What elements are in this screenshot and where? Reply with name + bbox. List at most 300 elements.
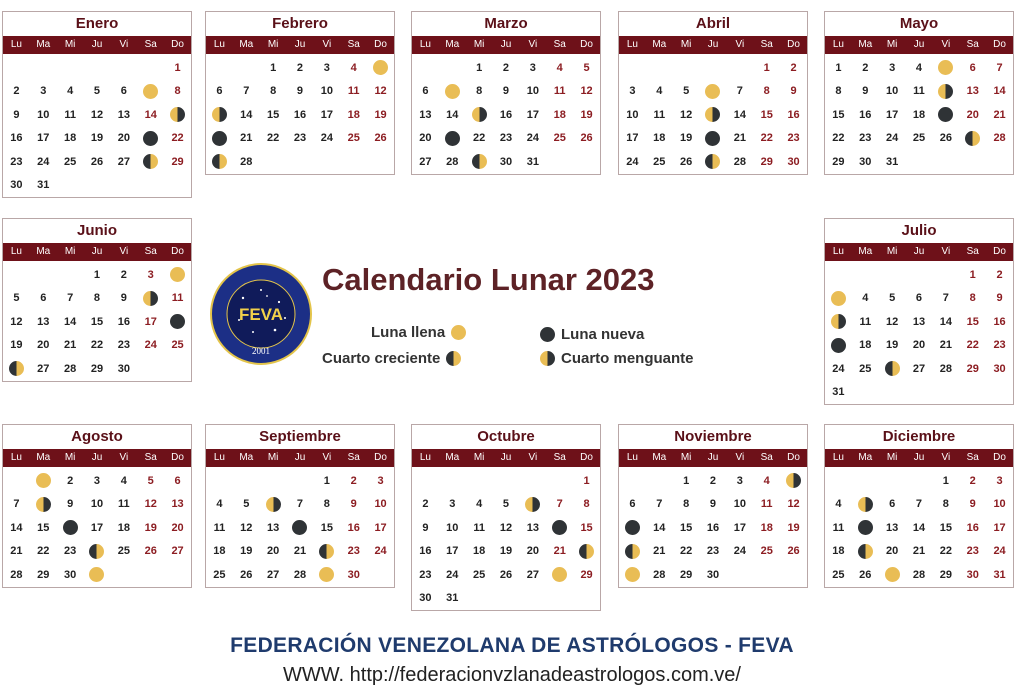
moon-day-4 <box>164 263 191 287</box>
day-23: 23 <box>787 132 800 145</box>
full-moon-icon <box>89 567 104 582</box>
day-19: 19 <box>886 339 899 352</box>
month-name: Noviembre <box>674 428 752 445</box>
full-moon-icon <box>625 567 640 582</box>
day-18: 18 <box>473 545 486 558</box>
moon-day-7 <box>137 80 164 104</box>
day-25: 25 <box>171 339 184 352</box>
day-5: 5 <box>93 85 101 98</box>
weekday-label: Lu <box>832 39 844 50</box>
day-1: 1 <box>174 61 181 74</box>
day-7: 7 <box>996 61 1003 74</box>
day-23: 23 <box>10 155 23 168</box>
day-12: 12 <box>499 521 513 534</box>
day-23: 23 <box>966 545 979 558</box>
day-27: 27 <box>912 362 926 375</box>
full-moon-icon <box>143 84 158 99</box>
day-24: 24 <box>626 155 639 168</box>
moon-day-14 <box>546 516 573 540</box>
day-28: 28 <box>993 132 1006 145</box>
moon-day-28 <box>546 563 573 587</box>
day-22: 22 <box>90 339 104 352</box>
weekday-label: Vi <box>119 246 129 257</box>
day-8: 8 <box>93 292 101 305</box>
day-3: 3 <box>323 61 330 74</box>
day-30: 30 <box>117 362 130 375</box>
month-marzo <box>411 11 601 175</box>
moon-day-5 <box>852 493 879 517</box>
empty-cell <box>137 56 164 80</box>
day-3: 3 <box>147 268 154 281</box>
day-21: 21 <box>939 339 952 352</box>
empty-cell <box>825 263 852 287</box>
weekday-label: Ju <box>91 452 103 463</box>
day-12: 12 <box>580 85 593 98</box>
day-14: 14 <box>446 108 459 121</box>
day-20: 20 <box>526 545 539 558</box>
moon-day-5 <box>367 56 394 80</box>
day-11: 11 <box>553 85 566 98</box>
day-15: 15 <box>760 108 773 121</box>
month-name: Diciembre <box>882 428 956 445</box>
new-moon-icon <box>705 131 720 146</box>
day-10: 10 <box>526 85 539 98</box>
weekday-header <box>825 36 1013 54</box>
empty-cell <box>206 56 233 80</box>
empty-cell <box>825 469 852 493</box>
moon-day-10 <box>137 287 164 311</box>
moon-day-1 <box>30 469 57 493</box>
day-18: 18 <box>117 521 130 534</box>
weekday-header <box>3 449 191 467</box>
moon-day-18 <box>164 310 191 334</box>
day-17: 17 <box>320 108 333 121</box>
day-2: 2 <box>502 61 510 74</box>
day-13: 13 <box>886 521 899 534</box>
empty-cell <box>439 56 466 80</box>
empty-cell <box>519 469 546 493</box>
weekday-label: Sa <box>760 39 773 50</box>
weekday-label: Lu <box>10 246 22 257</box>
day-3: 3 <box>529 61 536 74</box>
day-14: 14 <box>240 108 253 121</box>
moon-day-12 <box>932 80 959 104</box>
empty-cell <box>646 469 673 493</box>
day-7: 7 <box>556 498 563 511</box>
day-9: 9 <box>862 85 869 98</box>
day-1: 1 <box>683 474 690 487</box>
weekday-header <box>619 449 807 467</box>
empty-cell <box>233 469 260 493</box>
day-3: 3 <box>996 474 1003 487</box>
day-12: 12 <box>90 108 104 121</box>
day-29: 29 <box>90 362 104 375</box>
day-15: 15 <box>580 521 593 534</box>
moon-day-6 <box>700 80 727 104</box>
day-grid <box>619 54 807 174</box>
day-2: 2 <box>969 474 976 487</box>
moon-day-16 <box>57 516 84 540</box>
footer-website[interactable]: WWW. http://federacionvzlanadeastrologos.com.ve/ <box>283 664 741 686</box>
day-19: 19 <box>10 339 23 352</box>
empty-cell <box>879 469 906 493</box>
day-7: 7 <box>243 85 250 98</box>
weekday-label: Ma <box>445 39 460 50</box>
day-7: 7 <box>13 498 20 511</box>
weekday-label: Ju <box>913 39 925 50</box>
day-26: 26 <box>787 545 800 558</box>
day-7: 7 <box>67 292 74 305</box>
day-12: 12 <box>374 85 387 98</box>
empty-cell <box>233 56 260 80</box>
weekday-label: Sa <box>966 246 979 257</box>
weekday-label: Do <box>993 246 1006 257</box>
day-30: 30 <box>993 362 1006 375</box>
empty-cell <box>260 469 287 493</box>
day-12: 12 <box>680 108 693 121</box>
day-29: 29 <box>939 568 952 581</box>
day-4: 4 <box>216 498 223 511</box>
weekday-label: Ma <box>652 452 667 463</box>
day-15: 15 <box>939 521 952 534</box>
empty-cell <box>412 56 439 80</box>
day-28: 28 <box>293 568 307 581</box>
weekday-label: Vi <box>119 452 129 463</box>
day-10: 10 <box>733 498 746 511</box>
day-11: 11 <box>213 521 226 534</box>
day-5: 5 <box>683 85 690 98</box>
day-10: 10 <box>37 108 50 121</box>
last-quarter-icon <box>858 497 873 512</box>
month-name: Febrero <box>272 15 328 32</box>
month-name: Junio <box>77 222 117 239</box>
day-26: 26 <box>580 132 593 145</box>
weekday-label: Ju <box>913 246 925 257</box>
day-27: 27 <box>171 545 184 558</box>
day-19: 19 <box>240 545 253 558</box>
day-9: 9 <box>502 85 510 98</box>
weekday-label: Mi <box>473 39 485 50</box>
first-quarter-icon <box>705 154 720 169</box>
legend-full-label: Luna llena <box>371 324 446 341</box>
moon-day-15 <box>164 103 191 127</box>
day-20: 20 <box>912 339 926 352</box>
day-30: 30 <box>419 592 432 605</box>
first-quarter-icon <box>89 544 104 559</box>
day-4: 4 <box>556 61 563 74</box>
weekday-label: Lu <box>419 452 431 463</box>
day-18: 18 <box>760 521 773 534</box>
weekday-label: Sa <box>966 452 979 463</box>
moon-day-27 <box>700 150 727 174</box>
empty-cell <box>110 56 137 80</box>
empty-cell <box>546 469 573 493</box>
day-6: 6 <box>120 85 127 98</box>
legend-first-quarter <box>322 350 461 367</box>
last-quarter-icon <box>212 107 227 122</box>
legend-last-quarter-label: Cuarto menguante <box>561 350 694 367</box>
weekday-label: Ju <box>707 452 719 463</box>
moon-day-5 <box>932 56 959 80</box>
weekday-label: Vi <box>941 246 951 257</box>
full-moon-icon <box>319 567 334 582</box>
day-25: 25 <box>117 545 130 558</box>
weekday-label: Ma <box>36 39 51 50</box>
weekday-label: Ma <box>36 246 51 257</box>
day-2: 2 <box>790 61 797 74</box>
day-30: 30 <box>966 568 979 581</box>
day-26: 26 <box>90 155 104 168</box>
weekday-label: Vi <box>528 39 538 50</box>
day-grid <box>3 467 191 587</box>
day-28: 28 <box>10 568 23 581</box>
day-23: 23 <box>499 132 513 145</box>
last-quarter-icon <box>170 107 185 122</box>
month-name: Marzo <box>484 15 528 32</box>
day-8: 8 <box>270 85 277 98</box>
weekday-label: Vi <box>528 452 538 463</box>
day-14: 14 <box>993 85 1006 98</box>
month-name: Mayo <box>899 15 939 32</box>
moon-day-6 <box>260 493 287 517</box>
moon-day-26 <box>879 357 906 381</box>
weekday-label: Do <box>993 39 1006 50</box>
day-grid <box>412 54 600 174</box>
day-15: 15 <box>680 521 693 534</box>
day-4: 4 <box>476 498 483 511</box>
day-8: 8 <box>969 292 976 305</box>
weekday-label: Vi <box>735 452 745 463</box>
day-18: 18 <box>832 545 845 558</box>
day-17: 17 <box>993 521 1006 534</box>
day-17: 17 <box>374 521 387 534</box>
empty-cell <box>412 469 439 493</box>
day-5: 5 <box>889 292 896 305</box>
day-1: 1 <box>583 474 590 487</box>
day-3: 3 <box>93 474 101 487</box>
day-25: 25 <box>64 155 77 168</box>
day-17: 17 <box>733 521 746 534</box>
day-16: 16 <box>993 315 1006 328</box>
day-16: 16 <box>499 108 513 121</box>
day-21: 21 <box>240 132 253 145</box>
weekday-label: Lu <box>213 452 225 463</box>
legend-new-moon <box>540 326 644 343</box>
day-12: 12 <box>240 521 253 534</box>
day-10: 10 <box>320 85 333 98</box>
day-14: 14 <box>653 521 666 534</box>
moon-day-15 <box>466 103 493 127</box>
day-2: 2 <box>296 61 304 74</box>
day-22: 22 <box>473 132 486 145</box>
moon-day-12 <box>852 516 879 540</box>
day-25: 25 <box>553 132 566 145</box>
moon-day-21 <box>439 127 466 151</box>
day-25: 25 <box>473 568 486 581</box>
last-quarter-icon <box>525 497 540 512</box>
empty-cell <box>84 56 111 80</box>
day-1: 1 <box>969 268 976 281</box>
weekday-label: Ma <box>239 452 254 463</box>
day-2: 2 <box>996 268 1003 281</box>
day-19: 19 <box>580 108 593 121</box>
day-8: 8 <box>835 85 842 98</box>
first-quarter-icon <box>858 544 873 559</box>
weekday-header <box>825 449 1013 467</box>
day-13: 13 <box>267 521 280 534</box>
moon-day-27 <box>206 150 233 174</box>
day-22: 22 <box>37 545 50 558</box>
weekday-label: Mi <box>886 39 898 50</box>
empty-cell <box>30 56 57 80</box>
day-17: 17 <box>446 545 459 558</box>
moon-day-24 <box>84 540 111 564</box>
day-31: 31 <box>886 155 899 168</box>
weekday-label: Sa <box>553 39 566 50</box>
day-14: 14 <box>64 315 77 328</box>
empty-cell <box>726 56 753 80</box>
day-13: 13 <box>117 108 130 121</box>
day-21: 21 <box>293 545 307 558</box>
day-16: 16 <box>966 521 979 534</box>
day-25: 25 <box>347 132 360 145</box>
day-26: 26 <box>680 155 693 168</box>
new-moon-icon <box>170 314 185 329</box>
day-11: 11 <box>859 315 872 328</box>
first-quarter-icon <box>579 544 594 559</box>
month-name: Julio <box>901 222 937 239</box>
day-10: 10 <box>626 108 639 121</box>
weekday-label: Mi <box>473 452 485 463</box>
day-27: 27 <box>526 568 539 581</box>
day-14: 14 <box>144 108 157 121</box>
day-14: 14 <box>912 521 926 534</box>
weekday-label: Do <box>580 452 593 463</box>
day-16: 16 <box>787 108 800 121</box>
day-2: 2 <box>13 85 20 98</box>
empty-cell <box>852 263 879 287</box>
day-1: 1 <box>942 474 949 487</box>
weekday-label: Mi <box>267 39 279 50</box>
empty-cell <box>3 263 30 287</box>
empty-cell <box>57 263 84 287</box>
day-4: 4 <box>656 85 663 98</box>
weekday-label: Mi <box>64 39 76 50</box>
day-3: 3 <box>377 474 384 487</box>
empty-cell <box>3 469 30 493</box>
day-23: 23 <box>706 545 720 558</box>
moon-day-26 <box>3 357 30 381</box>
day-20: 20 <box>966 108 979 121</box>
moon-day-10 <box>825 310 852 334</box>
first-quarter-icon <box>885 361 900 376</box>
weekday-label: Do <box>374 39 387 50</box>
day-30: 30 <box>859 155 872 168</box>
weekday-header <box>825 243 1013 261</box>
moon-day-13 <box>700 103 727 127</box>
full-moon-icon <box>938 60 953 75</box>
weekday-label: Ju <box>500 452 512 463</box>
day-grid <box>3 261 191 381</box>
day-29: 29 <box>37 568 50 581</box>
day-8: 8 <box>763 85 770 98</box>
month-name: Abril <box>695 15 731 32</box>
day-18: 18 <box>64 132 77 145</box>
day-22: 22 <box>760 132 773 145</box>
moon-day-19 <box>852 540 879 564</box>
day-3: 3 <box>40 85 47 98</box>
moon-day-6 <box>519 493 546 517</box>
day-28: 28 <box>446 155 459 168</box>
day-10: 10 <box>90 498 104 511</box>
day-6: 6 <box>216 85 223 98</box>
new-moon-icon <box>212 131 227 146</box>
empty-cell <box>287 469 314 493</box>
day-21: 21 <box>64 339 77 352</box>
moon-day-27 <box>619 563 646 587</box>
day-18: 18 <box>912 108 926 121</box>
weekday-header <box>206 449 394 467</box>
day-16: 16 <box>859 108 872 121</box>
weekday-label: Vi <box>119 39 129 50</box>
day-16: 16 <box>347 521 360 534</box>
day-5: 5 <box>583 61 590 74</box>
day-9: 9 <box>969 498 976 511</box>
weekday-label: Lu <box>832 452 844 463</box>
full-moon-icon <box>831 291 846 306</box>
day-1: 1 <box>476 61 483 74</box>
first-quarter-icon <box>212 154 227 169</box>
day-11: 11 <box>653 108 666 121</box>
moon-day-29 <box>466 150 493 174</box>
day-12: 12 <box>886 315 899 328</box>
day-25: 25 <box>760 545 773 558</box>
month-octubre <box>411 424 601 611</box>
day-31: 31 <box>993 568 1006 581</box>
day-26: 26 <box>374 132 387 145</box>
day-5: 5 <box>502 498 510 511</box>
month-name: Octubre <box>477 428 535 445</box>
day-2: 2 <box>67 474 74 487</box>
full-moon-icon <box>170 267 185 282</box>
day-26: 26 <box>144 545 157 558</box>
day-12: 12 <box>787 498 800 511</box>
day-grid <box>825 261 1013 404</box>
moon-day-19 <box>932 103 959 127</box>
moon-day-22 <box>573 540 600 564</box>
day-13: 13 <box>966 85 979 98</box>
day-23: 23 <box>347 545 360 558</box>
day-26: 26 <box>859 568 872 581</box>
moon-day-27 <box>879 563 906 587</box>
day-4: 4 <box>120 474 127 487</box>
day-11: 11 <box>760 498 773 511</box>
new-moon-icon <box>63 520 78 535</box>
day-1: 1 <box>270 61 277 74</box>
day-6: 6 <box>40 292 47 305</box>
month-name: Agosto <box>71 428 123 445</box>
day-29: 29 <box>966 362 979 375</box>
day-grid <box>206 54 394 174</box>
day-31: 31 <box>446 592 459 605</box>
day-26: 26 <box>499 568 513 581</box>
day-25: 25 <box>653 155 666 168</box>
weekday-label: Lu <box>213 39 225 50</box>
day-4: 4 <box>915 61 923 74</box>
month-agosto <box>2 424 192 588</box>
day-10: 10 <box>374 498 387 511</box>
day-5: 5 <box>13 292 20 305</box>
